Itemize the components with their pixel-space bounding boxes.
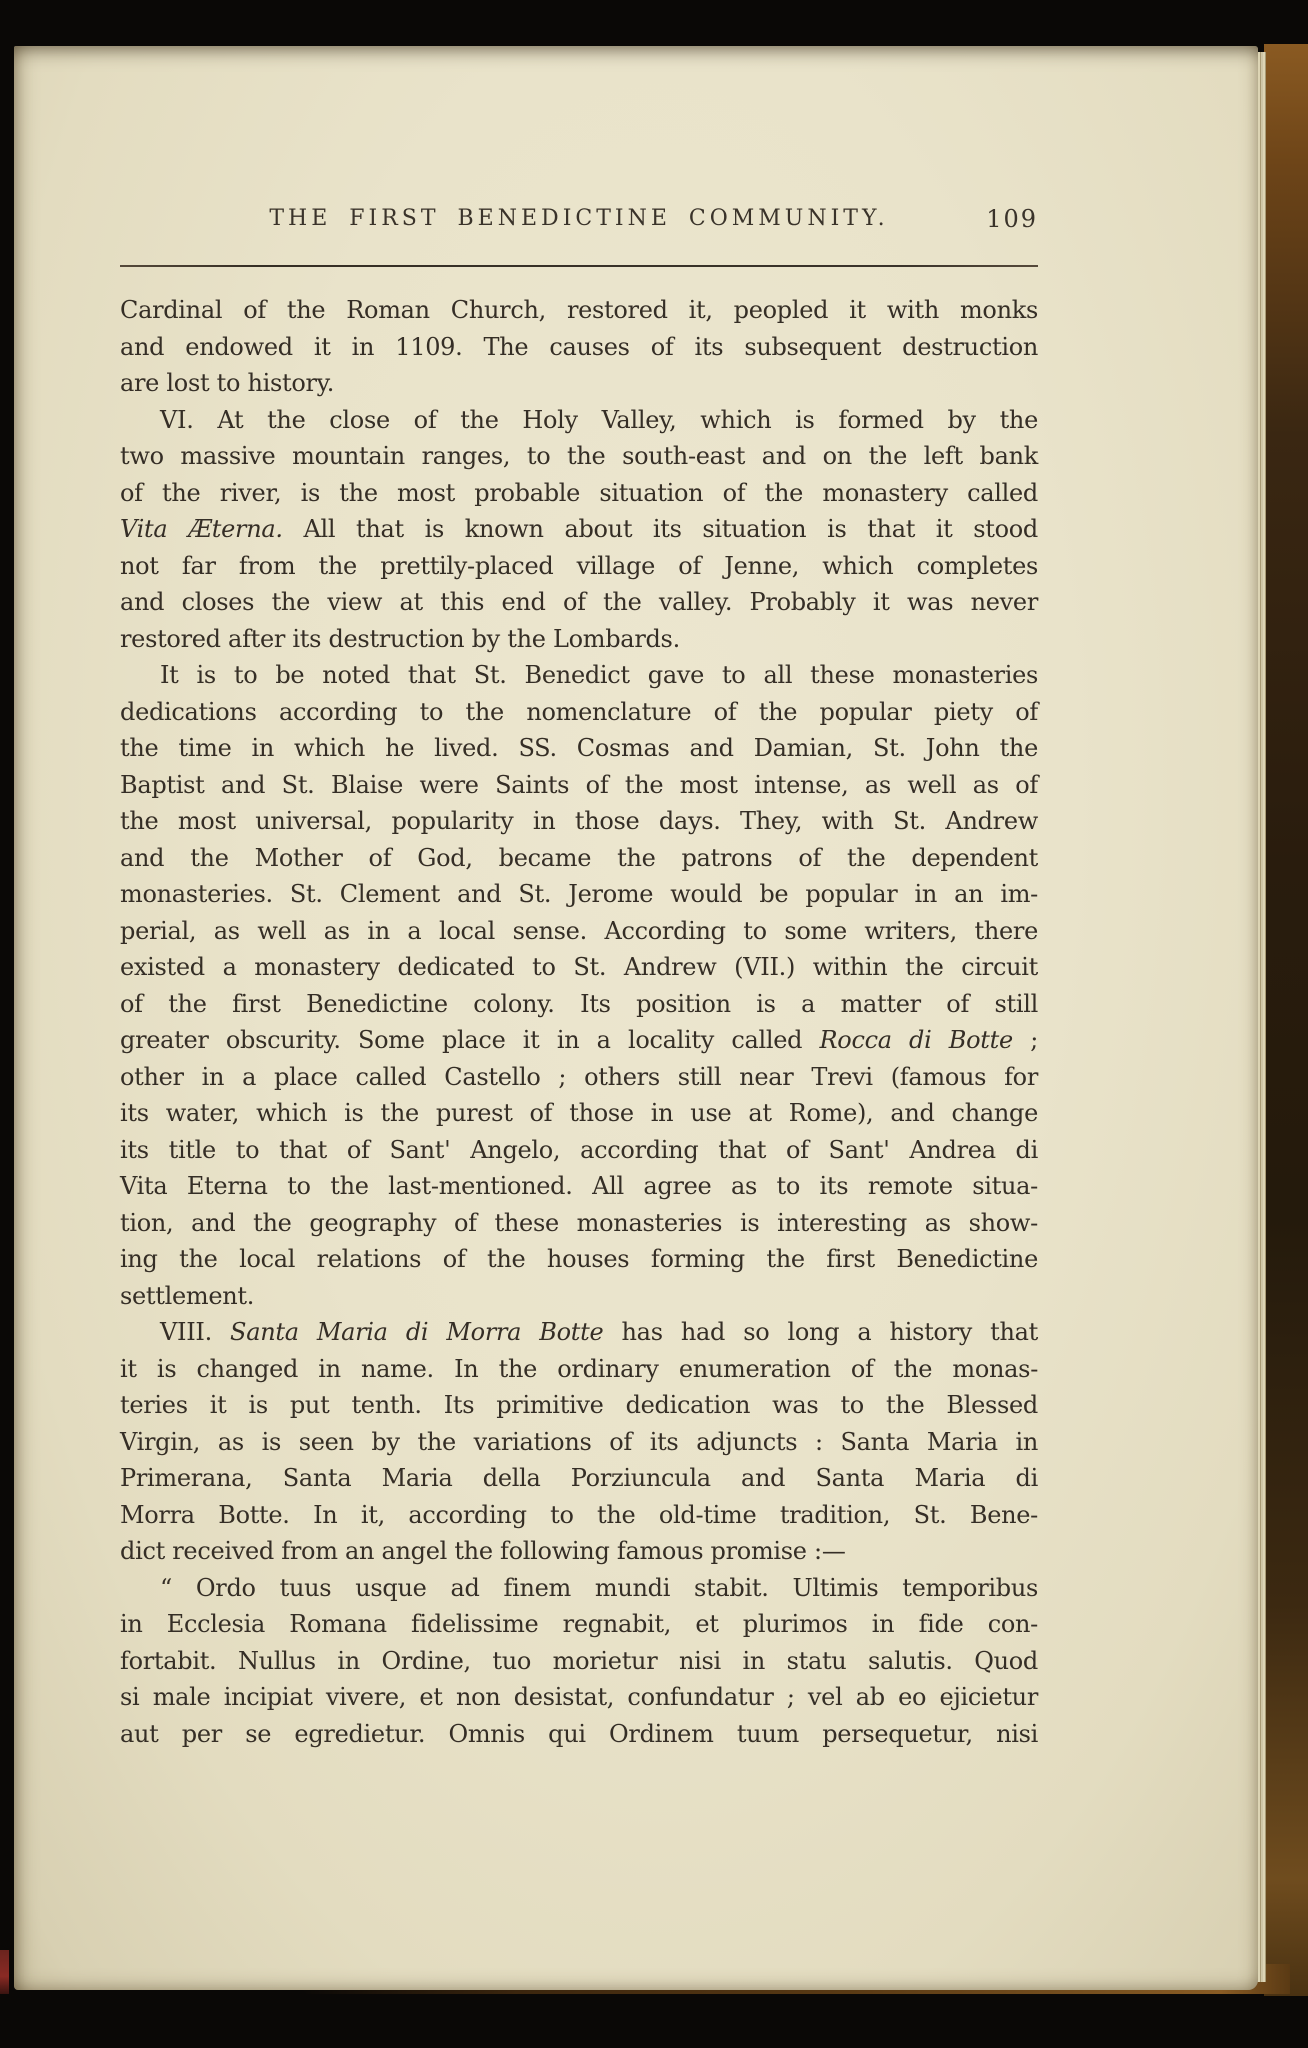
text-line: [120, 584, 1038, 621]
text-line: [120, 1497, 1038, 1534]
text-segment: in Ecclesia Romana fidelissime regnabit, et plurimos in fide con-: [120, 1610, 1038, 1638]
italic-phrase: Rocca di Botte: [819, 1026, 1013, 1054]
text-segment: All that is known about its situation is that it stood: [282, 515, 1038, 543]
text-segment: are lost to history.: [120, 369, 335, 397]
text-line: [120, 1460, 1038, 1497]
text-segment: Morra Botte. In it, according to the old-time tradition, St. Bene-: [120, 1500, 1038, 1529]
text-line: [120, 1570, 1038, 1607]
text-segment: VIII.: [160, 1318, 231, 1346]
text-segment: monasteries. St. Clement and St. Jerome would be popular in an im-: [120, 880, 1038, 908]
text-line: [120, 1132, 1038, 1169]
text-segment: its title to that of Sant' Angelo, according that of Sant' Andrea di: [120, 1135, 1038, 1164]
text-line: [120, 1059, 1038, 1096]
text-line: [120, 292, 1038, 329]
text-line: [120, 1533, 1038, 1570]
text-segment: “ Ordo tuus usque ad finem mundi stabit. Ultimis temporibus: [160, 1573, 1038, 1602]
page-body-text: [120, 292, 1038, 1752]
text-segment: it is changed in name. In the ordinary enumeration of the monas-: [120, 1354, 1038, 1383]
text-segment: It is to be noted that St. Benedict gave to all these monasteries: [160, 661, 1038, 689]
text-line: [120, 986, 1038, 1023]
text-line: [120, 1241, 1038, 1278]
text-segment: aut per se egredietur. Omnis qui Ordinem tuum persequetur, nisi: [120, 1719, 1038, 1748]
text-line: [120, 1022, 1038, 1059]
text-line: [120, 1095, 1038, 1132]
text-line: [120, 1205, 1038, 1242]
text-line: [120, 402, 1038, 439]
text-segment: Vita Eterna to the last-mentioned. All agree as to its remote situa-: [120, 1172, 1038, 1200]
italic-phrase: Vita Æterna.: [120, 515, 283, 543]
text-segment: fortabit. Nullus in Ordine, tuo morietur nisi in statu salutis. Quod: [120, 1646, 1038, 1675]
text-segment: ;: [1012, 1026, 1038, 1054]
text-line: [120, 1424, 1038, 1461]
running-header: [120, 206, 1038, 238]
text-line: [120, 438, 1038, 475]
text-segment: has had so long a history that: [603, 1318, 1038, 1346]
italic-phrase: Santa Maria di Morra Botte: [230, 1318, 604, 1346]
text-segment: Cardinal of the Roman Church, restored it, peopled it with monks: [120, 296, 1038, 324]
running-header-title: THE FIRST BENEDICTINE COMMUNITY.: [269, 206, 889, 231]
text-segment: of the river, is the most probable situation of the monastery called: [120, 478, 1038, 507]
header-rule: [120, 265, 1038, 267]
text-line: [120, 876, 1038, 913]
text-line: [120, 1387, 1038, 1424]
text-segment: the time in which he lived. SS. Cosmas and Damian, St. John the: [120, 734, 1038, 762]
text-segment: existed a monastery dedicated to St. Andrew (VII.) within the circuit: [120, 953, 1038, 981]
text-line: [120, 1679, 1038, 1716]
text-segment: of the first Benedictine colony. Its position is a matter of still: [120, 989, 1038, 1018]
text-line: [120, 511, 1038, 548]
text-line: [120, 621, 1038, 658]
text-segment: dedications according to the nomenclature of the popular piety of: [120, 697, 1038, 726]
text-segment: VI. At the close of the Holy Valley, which is formed by the: [160, 405, 1038, 434]
text-line: [120, 329, 1038, 366]
text-line: [120, 365, 1038, 402]
text-line: [120, 475, 1038, 512]
text-segment: its water, which is the purest of those in use at Rome), and change: [120, 1099, 1038, 1127]
book-cover-edge-right: [1264, 44, 1308, 1996]
text-segment: restored after its destruction by the Lombards.: [120, 624, 680, 653]
text-line: [120, 767, 1038, 804]
text-segment: not far from the prettily-placed village of Jenne, which completes: [120, 551, 1038, 580]
text-segment: other in a place called Castello ; others still near Trevi (famous for: [120, 1062, 1038, 1091]
text-line: [120, 1314, 1038, 1351]
text-segment: and the Mother of God, became the patrons of the dependent: [120, 843, 1038, 872]
text-line: [120, 1278, 1038, 1315]
text-segment: si male incipiat vivere, et non desistat, confundatur ; vel ab eo ejicietur: [120, 1683, 1038, 1711]
text-line: [120, 657, 1038, 694]
text-segment: perial, as well as in a local sense. According to some writers, there: [120, 916, 1038, 945]
book-band-red-edge: [0, 1950, 9, 1994]
text-segment: teries it is put tenth. Its primitive dedication was to the Blessed: [120, 1391, 1038, 1419]
text-segment: and endowed it in 1109. The causes of its subsequent destruction: [120, 332, 1038, 361]
text-line: [120, 1716, 1038, 1753]
text-segment: ing the local relations of the houses forming the first Benedictine: [120, 1245, 1038, 1273]
text-line: [120, 1351, 1038, 1388]
text-segment: Virgin, as is seen by the variations of its adjuncts : Santa Maria in: [120, 1427, 1038, 1456]
book-page: [14, 46, 1258, 1990]
text-segment: settlement.: [120, 1281, 255, 1310]
text-line: [120, 913, 1038, 950]
text-line: [120, 803, 1038, 840]
text-segment: and closes the view at this end of the valley. Probably it was never: [120, 588, 1038, 616]
text-segment: Primerana, Santa Maria della Porziuncula and Santa Maria di: [120, 1464, 1038, 1492]
text-segment: two massive mountain ranges, to the south-east and on the left bank: [120, 442, 1038, 470]
text-line: [120, 694, 1038, 731]
text-segment: greater obscurity. Some place it in a locality called: [120, 1026, 820, 1054]
text-line: [120, 949, 1038, 986]
text-segment: Baptist and St. Blaise were Saints of the most intense, as well as of: [120, 770, 1038, 799]
text-line: [120, 1168, 1038, 1205]
text-line: [120, 1643, 1038, 1680]
text-line: [120, 840, 1038, 877]
text-line: [120, 730, 1038, 767]
text-line: [120, 1606, 1038, 1643]
text-segment: tion, and the geography of these monasteries is interesting as show-: [120, 1208, 1038, 1237]
text-segment: the most universal, popularity in those days. They, with St. Andrew: [120, 807, 1038, 835]
text-line: [120, 548, 1038, 585]
text-segment: dict received from an angel the following famous promise :—: [120, 1537, 846, 1565]
page-number: 109: [986, 205, 1038, 233]
